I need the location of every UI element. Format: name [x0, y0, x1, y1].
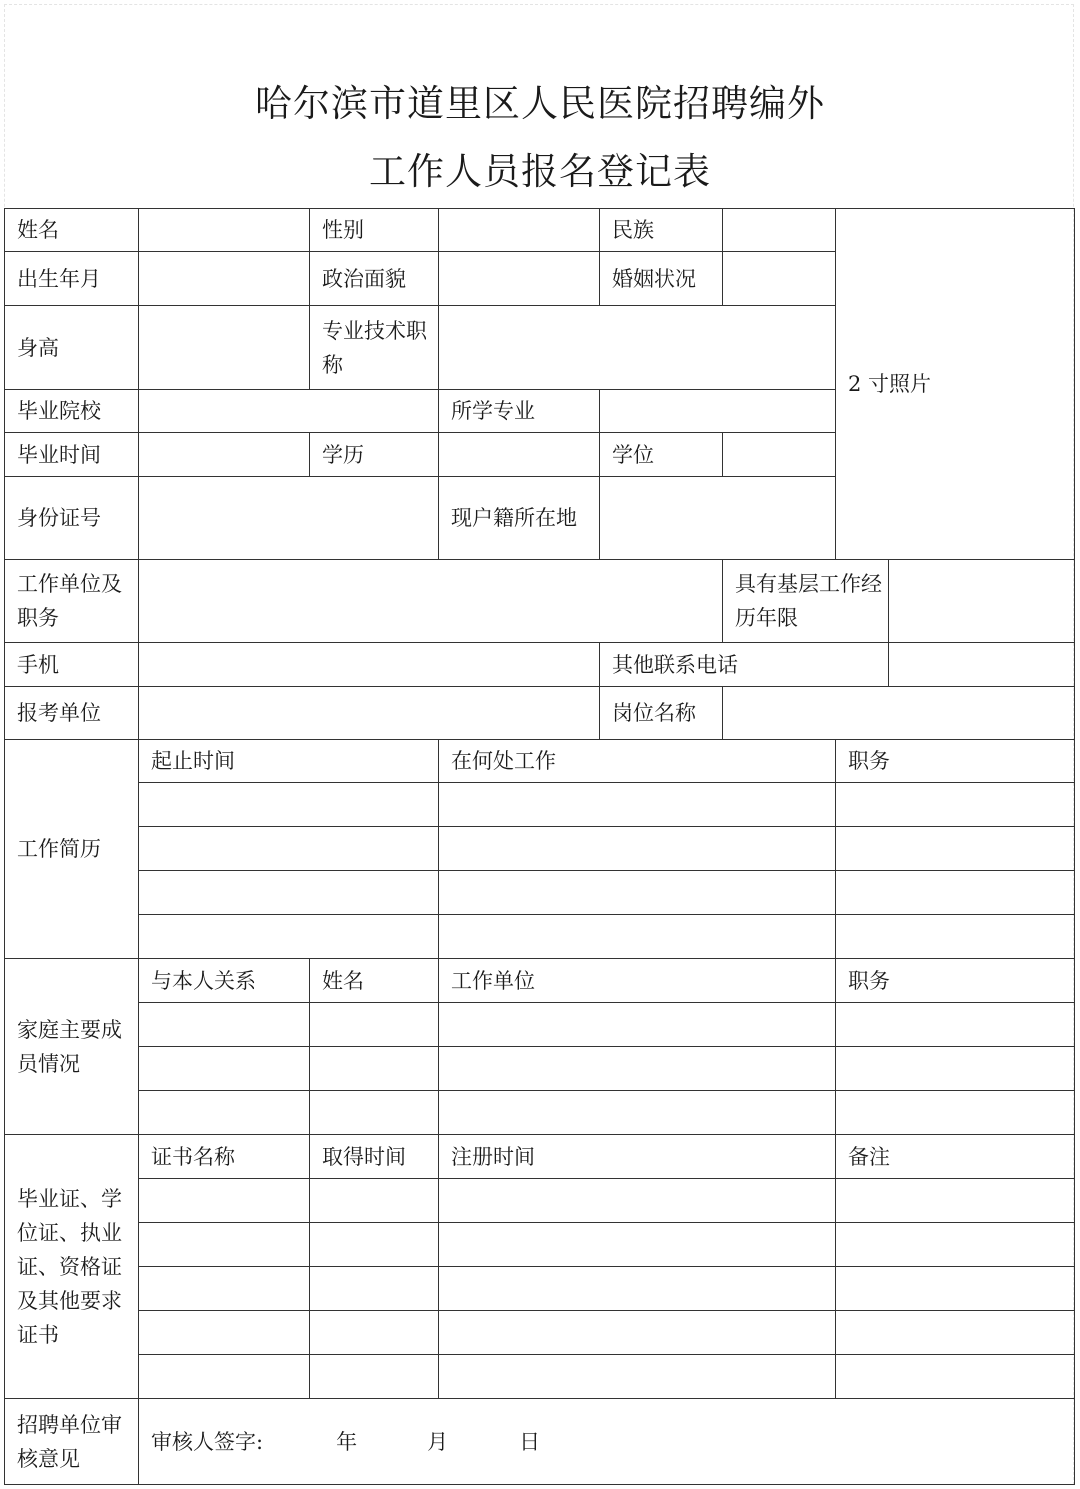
label-degree: 学位: [600, 433, 723, 477]
family-cell-relation[interactable]: [139, 1091, 310, 1135]
section-family: 家庭主要成员情况: [5, 959, 139, 1135]
field-politics[interactable]: [439, 252, 600, 306]
cert-cell-obtained[interactable]: [310, 1311, 439, 1355]
cert-cell-obtained[interactable]: [310, 1223, 439, 1267]
work-header-duty: 职务: [836, 740, 1075, 783]
family-cell-employer[interactable]: [439, 1003, 836, 1047]
family-cell-duty[interactable]: [836, 1003, 1075, 1047]
field-position[interactable]: [723, 687, 1075, 740]
label-name: 姓名: [5, 209, 139, 252]
label-employer: 工作单位及职务: [5, 560, 139, 643]
cert-cell-registered[interactable]: [439, 1311, 836, 1355]
label-height: 身高: [5, 306, 139, 390]
family-header-duty: 职务: [836, 959, 1075, 1003]
work-cell-duty[interactable]: [836, 871, 1075, 915]
label-education: 学历: [310, 433, 439, 477]
family-cell-relation[interactable]: [139, 1047, 310, 1091]
work-cell-period[interactable]: [139, 871, 439, 915]
field-other-phone[interactable]: [889, 643, 1075, 687]
work-cell-place[interactable]: [439, 783, 836, 827]
field-employer[interactable]: [139, 560, 723, 643]
field-school[interactable]: [139, 390, 439, 433]
work-cell-place[interactable]: [439, 827, 836, 871]
review-year-label: 年: [336, 1429, 358, 1454]
field-major[interactable]: [600, 390, 836, 433]
family-cell-duty[interactable]: [836, 1047, 1075, 1091]
field-grassroots[interactable]: [889, 560, 1075, 643]
family-header-employer: 工作单位: [439, 959, 836, 1003]
section-review: 招聘单位审核意见: [5, 1399, 139, 1485]
review-signer-label: 审核人签字:: [151, 1429, 264, 1454]
label-position: 岗位名称: [600, 687, 723, 740]
field-degree[interactable]: [723, 433, 836, 477]
field-education[interactable]: [439, 433, 600, 477]
form-title-line2: 工作人员报名登记表: [369, 150, 711, 193]
cert-cell-remarks[interactable]: [836, 1223, 1075, 1267]
work-cell-period[interactable]: [139, 915, 439, 959]
work-cell-duty[interactable]: [836, 827, 1075, 871]
cert-header-registered: 注册时间: [439, 1135, 836, 1179]
registration-form: [4, 208, 1075, 1485]
cert-cell-name[interactable]: [139, 1223, 310, 1267]
cert-header-remarks: 备注: [836, 1135, 1075, 1179]
label-mobile: 手机: [5, 643, 139, 687]
cert-cell-registered[interactable]: [439, 1223, 836, 1267]
field-marital[interactable]: [723, 252, 836, 306]
field-id-number[interactable]: [139, 477, 439, 560]
field-apply-unit[interactable]: [139, 687, 600, 740]
family-header-name: 姓名: [310, 959, 439, 1003]
label-school: 毕业院校: [5, 390, 139, 433]
family-header-relation: 与本人关系: [139, 959, 310, 1003]
cert-cell-obtained[interactable]: [310, 1267, 439, 1311]
cert-cell-name[interactable]: [139, 1179, 310, 1223]
work-cell-place[interactable]: [439, 871, 836, 915]
field-height[interactable]: [139, 306, 310, 390]
label-ethnicity: 民族: [600, 209, 723, 252]
label-politics: 政治面貌: [310, 252, 439, 306]
label-gender: 性别: [310, 209, 439, 252]
work-cell-place[interactable]: [439, 915, 836, 959]
cert-cell-remarks[interactable]: [836, 1179, 1075, 1223]
review-signature-cell[interactable]: [139, 1399, 1075, 1485]
cert-header-obtained: 取得时间: [310, 1135, 439, 1179]
field-title-rank[interactable]: [439, 306, 836, 390]
photo-placeholder[interactable]: 2 寸照片: [836, 209, 1075, 560]
field-birth[interactable]: [139, 252, 310, 306]
cert-cell-name[interactable]: [139, 1355, 310, 1399]
field-residence[interactable]: [600, 477, 1075, 560]
field-mobile[interactable]: [139, 643, 600, 687]
label-grad-time: 毕业时间: [5, 433, 139, 477]
label-birth: 出生年月: [5, 252, 139, 306]
cert-cell-registered[interactable]: [439, 1267, 836, 1311]
cert-cell-registered[interactable]: [439, 1179, 836, 1223]
label-title-rank: 专业技术职称: [310, 306, 439, 390]
family-cell-employer[interactable]: [439, 1091, 836, 1135]
label-major: 所学专业: [439, 390, 600, 433]
cert-cell-name[interactable]: [139, 1267, 310, 1311]
work-header-period: 起止时间: [139, 740, 439, 783]
family-cell-relation[interactable]: [139, 1003, 310, 1047]
field-grad-time[interactable]: [139, 433, 310, 477]
cert-cell-remarks[interactable]: [836, 1267, 1075, 1311]
section-certificates: 毕业证、学位证、执业证、资格证及其他要求证书: [5, 1135, 139, 1399]
review-day-label: 日: [519, 1429, 541, 1454]
cert-cell-name[interactable]: [139, 1311, 310, 1355]
field-ethnicity[interactable]: [723, 209, 836, 252]
field-gender[interactable]: [439, 209, 600, 252]
cert-cell-registered[interactable]: [439, 1355, 836, 1399]
label-residence: 现户籍所在地: [439, 477, 600, 560]
cert-cell-obtained[interactable]: [310, 1355, 439, 1399]
cert-cell-obtained[interactable]: [310, 1179, 439, 1223]
family-cell-name[interactable]: [310, 1091, 439, 1135]
work-cell-period[interactable]: [139, 827, 439, 871]
label-other-phone: 其他联系电话: [600, 643, 889, 687]
label-id-number: 身份证号: [5, 477, 139, 560]
label-grassroots: 具有基层工作经历年限: [723, 560, 889, 643]
cert-cell-remarks[interactable]: [836, 1355, 1075, 1399]
form-title-line1: 哈尔滨市道里区人民医院招聘编外: [255, 82, 825, 125]
label-marital: 婚姻状况: [600, 252, 723, 306]
section-work-history: 工作简历: [5, 740, 139, 959]
family-cell-employer[interactable]: [439, 1047, 836, 1091]
cert-header-name: 证书名称: [139, 1135, 310, 1179]
label-apply-unit: 报考单位: [5, 687, 139, 740]
family-cell-name[interactable]: [310, 1003, 439, 1047]
work-cell-duty[interactable]: [836, 915, 1075, 959]
family-cell-duty[interactable]: [836, 1091, 1075, 1135]
work-cell-duty[interactable]: [836, 783, 1075, 827]
cert-cell-remarks[interactable]: [836, 1311, 1075, 1355]
work-cell-period[interactable]: [139, 783, 439, 827]
field-name[interactable]: [139, 209, 310, 252]
family-cell-name[interactable]: [310, 1047, 439, 1091]
review-month-label: 月: [427, 1429, 449, 1454]
work-header-place: 在何处工作: [439, 740, 836, 783]
